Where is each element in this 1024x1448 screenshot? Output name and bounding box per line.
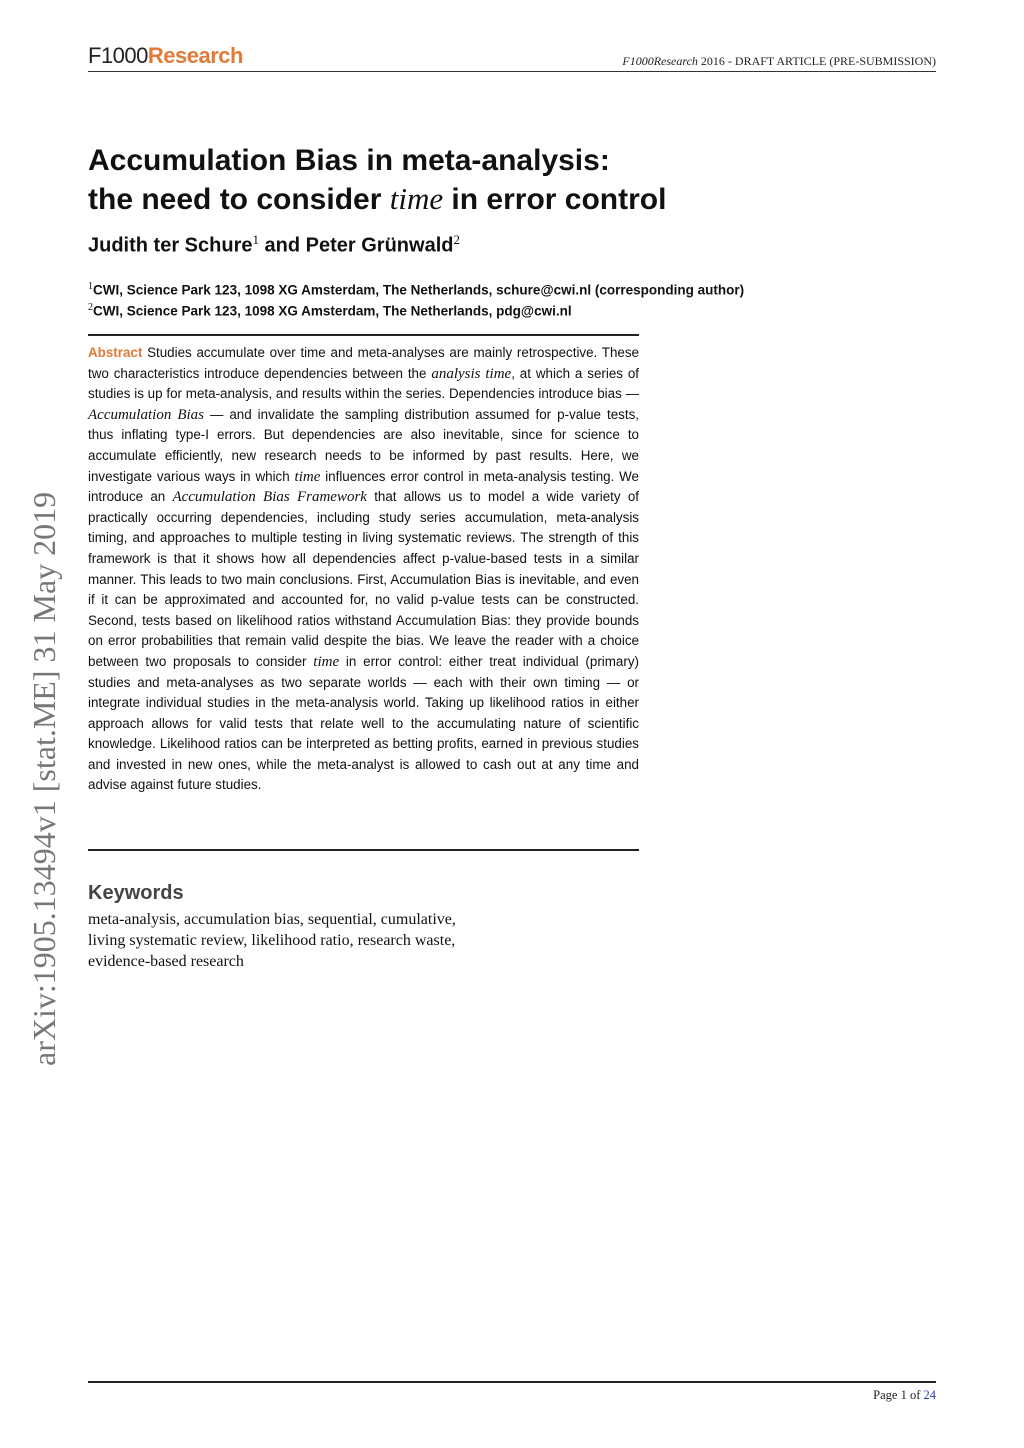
title-emphasis: time [389, 181, 444, 216]
title-line-2-start: the need to consider [88, 183, 390, 216]
affiliation-2 [88, 302, 572, 319]
keywords-heading: Keywords [88, 882, 184, 904]
paper-title [88, 142, 928, 219]
page-total-link[interactable]: 24 [923, 1388, 936, 1402]
author-1-sup: 1 [252, 232, 259, 247]
journal-logo [88, 44, 243, 68]
abstract-text-6: in error control: either treat individual (primary) studies and meta-analyses as two separate worlds — each with their own timing — or integrate individual studies in the meta-analysis world. Taking up likelihood ratios in either approach allows for valid tests that relate well to the accumulating nature of scientific knowledge. Likelihood ratios can be interpreted as betting profits, earned in previous studies and invested in new ones, while the meta-analyst is allowed to cash out at any time and advise against future studies. [88, 653, 639, 793]
logo-research: Research [147, 43, 243, 68]
abstract-text-1: Studies accumulate over time and meta-analyses are mainly retrospective. These two characteristics introduce dependencies between the [88, 345, 639, 381]
abstract-em-2: Accumulation Bias [88, 406, 204, 423]
authors [88, 232, 460, 258]
footer-rule [88, 1381, 936, 1383]
keywords-list [88, 909, 518, 972]
affiliation-1-sup: 1 [88, 281, 93, 292]
running-head-journal: F1000Research [622, 54, 698, 68]
arxiv-stamp: arXiv:1905.13494v1 [stat.ME] 31 May 2019 [26, 491, 62, 1066]
running-head [622, 54, 936, 69]
page-number [873, 1388, 936, 1403]
abstract-em-5: time [313, 653, 340, 670]
title-line-2-end: in error control [443, 183, 667, 216]
keywords-line-1: meta-analysis, accumulation bias, sequential, cumulative, [88, 911, 456, 928]
keywords-line-2: living systematic review, likelihood ratio, research waste, [88, 932, 456, 949]
authors-and: and [258, 234, 306, 257]
affiliation-1 [88, 281, 744, 298]
keywords-line-3: evidence-based research [88, 953, 244, 970]
abstract-label: Abstract [88, 345, 143, 360]
title-line-1: Accumulation Bias in meta-analysis: [88, 144, 610, 177]
abstract-em-4: Accumulation Bias Framework [172, 489, 367, 506]
title-line-2 [88, 180, 928, 219]
abstract-text-4: influences error control in meta-analysis testing. We introduce an [88, 468, 640, 505]
affiliation-1-text: CWI, Science Park 123, 1098 XG Amsterdam, The Netherlands, schure@cwi.nl (corresponding author) [93, 282, 745, 298]
affiliation-2-sup: 2 [88, 302, 93, 313]
abstract [88, 343, 639, 796]
abstract-bottom-rule [88, 849, 639, 851]
abstract-em-1: analysis time [431, 365, 512, 382]
author-2-sup: 2 [453, 232, 460, 247]
abstract-top-rule [88, 334, 639, 336]
abstract-em-3: time [294, 468, 321, 485]
running-head-text: 2016 - DRAFT ARTICLE (PRE-SUBMISSION) [697, 54, 936, 68]
page-number-prefix: Page 1 of [873, 1388, 924, 1402]
abstract-text-5: that allows us to model a wide variety of practically occurring dependencies, including study series accumulation, meta-analysis timing, and approaches to multiple testing in living systematic reviews. The strength of this framework is that it shows how all dependencies affect p-value-based tests in a similar manner. This leads to two main conclusions. First, Accumulation Bias is inevitable, and even if it can be approximated and accounted for, no valid p-value tests can be constructed. Second, tests based on likelihood ratios withstand Accumulation Bias: they provide bounds on error probabilities that remain valid despite the bias. We leave the reader with a choice between two proposals to consider [88, 489, 639, 669]
abstract-text-3: — and invalidate the sampling distribution assumed for p-value tests, thus inflating type-I errors. But dependencies are also inevitable, since for science to accumulate efficiently, new research needs to be informed by past results. Here, we investigate various ways in which [88, 406, 639, 484]
logo-f1000: F1000 [88, 43, 148, 68]
affiliation-2-text: CWI, Science Park 123, 1098 XG Amsterdam, The Netherlands, pdg@cwi.nl [93, 303, 572, 319]
author-1: Judith ter Schure [88, 234, 253, 257]
abstract-text-2: , at which a series of studies is up for meta-analysis, and results within the series. Dependencies introduce bias — [88, 365, 640, 402]
header-rule [88, 71, 936, 72]
author-2: Peter Grünwald [305, 234, 454, 257]
